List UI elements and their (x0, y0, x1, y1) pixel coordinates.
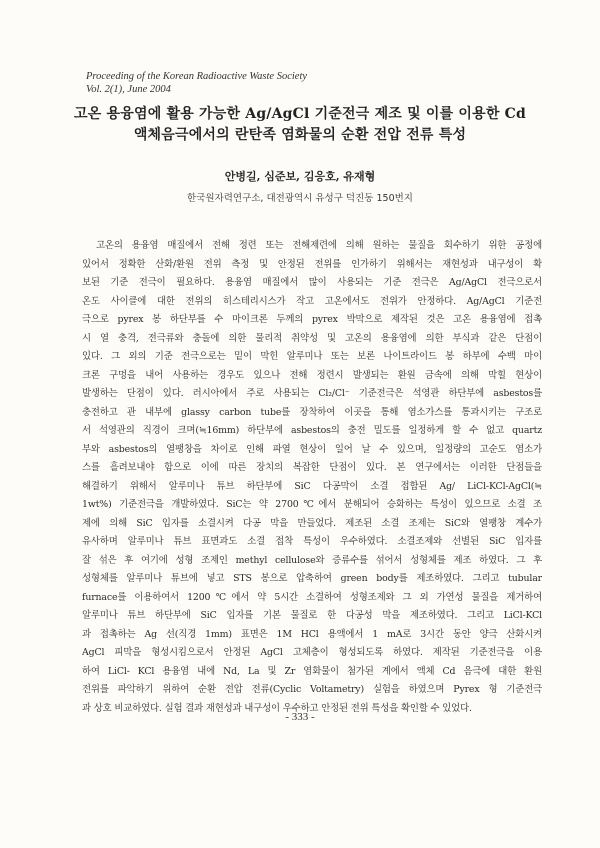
abstract-line: 있다. 그 외의 기준 전극으로는 밑이 막힌 알루미나 또는 보론 나이트라이드 봉 하부에 수백 마이 (82, 351, 542, 362)
abstract-line: 고온의 용융염 매질에서 전해 정련 또는 전해제련에 의해 원하는 물질을 회수하기 위한 공정에 (96, 240, 542, 251)
journal-name: Proceeding of the Korean Radioactive Waste Society (86, 71, 308, 82)
abstract-line: 보된 기준 전극이 필요하다. 용융염 매질에서 많이 사용되는 기준 전극은 Ag/AgCl 전극으로서 (82, 277, 542, 288)
abstract-line: 온도 사이클에 대한 전위의 히스테리시스가 작고 고온에서도 전위가 안정하다. Ag/AgCl 기준전 (82, 295, 542, 307)
title-line-1: 고온 용융염에 활용 가능한 Ag/AgCl 기준전극 제조 및 이를 이용한 Cd (74, 106, 526, 122)
abstract-body (82, 237, 542, 718)
abstract-line: 있어서 정확한 산화/환원 전위 측정 및 안정된 전위를 인가하기 위해서는 재현성과 내구성이 확 (82, 258, 542, 270)
abstract-line: 제에 의해 SiC 입자를 소결시켜 다공 막을 만들었다. 제조된 소결 조제는 SiC와 열팽창 계수가 (82, 517, 542, 529)
page-number: - 333 - (285, 711, 315, 723)
journal-volume: Vol. 2(1), June 2004 (86, 84, 171, 95)
authors: 안병길, 심준보, 김응호, 유재형 (224, 170, 376, 183)
abstract-line: furnace를 이용하여서 1200℃에서 약 5시간 소결하여 성형조제와 그 외 가연성 물질을 제거하여 (82, 591, 542, 603)
paper-title (40, 104, 560, 146)
abstract-line: 부와 asbestos의 열팽창을 차이로 인해 파열 현상이 일어 날 수 있으며, 일정량의 고순도 염소가 (82, 443, 542, 455)
abstract-line: 1wt%) 기준전극을 개발하였다. SiC는 약 2700℃에서 분해되어 승화하는 특성이 있으므로 소결 조 (82, 499, 542, 510)
abstract-line: 과 접촉하는 Ag 선(직경 1mm) 표면은 1M HCl 용액에서 1 mA로 3시간 동안 양극 산화시켜 (82, 628, 542, 640)
abstract-line: 크론 구멍을 내어 사용하는 경우도 있으나 전해 정련시 발생되는 환원 금속에 의해 막힐 현상이 (82, 369, 542, 381)
journal-header (86, 70, 486, 96)
abstract-line: 알루미나 튜브 하단부에 SiC 입자를 기본 물질로 한 다공성 막을 제조하였다. 그리고 LiCl-KCl (82, 610, 542, 621)
abstract-line: 발생하는 단점이 있다. 러시아에서 주로 사용되는 Cl₂/Cl⁻ 기준전극은 석영관 하단부에 asbestos를 (82, 388, 542, 399)
affiliation: 한국원자력연구소, 대전광역시 유성구 덕진동 150번지 (187, 193, 413, 204)
abstract-line: 잘 섞은 후 여기에 성형 조제인 methyl cellulose와 증류수를 섞어서 성형체를 제조 하였다. 그 후 (82, 554, 542, 566)
abstract-line: 하여 LiCl- KCl 용융염 내에 Nd, La 및 Zr 염화물이 첨가된 계에서 액체 Cd 음극에 대한 환원 (82, 665, 542, 677)
abstract-line: 과 상호 비교하였다. 실험 결과 재현성과 내구성이 우수하고 안정된 전위 특성을 확인할 수 있었다. (82, 702, 472, 714)
abstract-line: 스를 흘려보내야 함으로 이에 따른 장치의 복잡한 단점이 있다. 본 연구에서는 이러한 단점들을 (82, 462, 542, 473)
abstract-line: AgCl 피막을 형성시킴으로서 안정된 AgCl 고체층이 형성되도록 하였다. 제작된 기준전극을 이용 (82, 647, 542, 658)
abstract-line: 유사하며 알루미나 튜브 표면과도 소결 접착 특성이 우수하였다. 소결조제와 선별된 SiC 입자를 (82, 536, 542, 547)
title-line-2: 액체음극에서의 란탄족 염화물의 순환 전압 전류 특성 (133, 127, 467, 143)
abstract-line: 시 열 충격, 전극류와 충돌에 의한 물리적 취약성 및 고온의 용융염에 의한 부식과 같은 단점이 (82, 332, 542, 344)
abstract-line: 전위를 파악하기 위하여 순환 전압 전류(Cyclic Voltametry) 실험을 하였으며 Pyrex 형 기준전극 (82, 684, 542, 695)
abstract-line: 충전하고 관 내부에 glassy carbon tube를 장착하여 이곳을 통해 염소가스를 통과시키는 구조로 (82, 406, 542, 418)
abstract-line: 서 석영관의 직경이 크며(≒16mm) 하단부에 asbestos의 충전 밀도를 일정하게 할 수 없고 quartz (82, 425, 542, 436)
abstract-line: 극으로 pyrex 봉 하단부를 수 마이크론 두께의 pyrex 박막으로 제작된 것은 고온 용융염에 접촉 (82, 314, 542, 325)
abstract-line: 해결하기 위해서 알루미나 튜브 하단부에 SiC 다공막이 소결 접합된 Ag/ LiCl-KCl-AgCl(≒ (82, 480, 542, 492)
abstract-line: 성형체를 알루미나 튜브에 넣고 STS 봉으로 압축하여 green body를 제조하였다. 그리고 tubular (82, 573, 542, 584)
